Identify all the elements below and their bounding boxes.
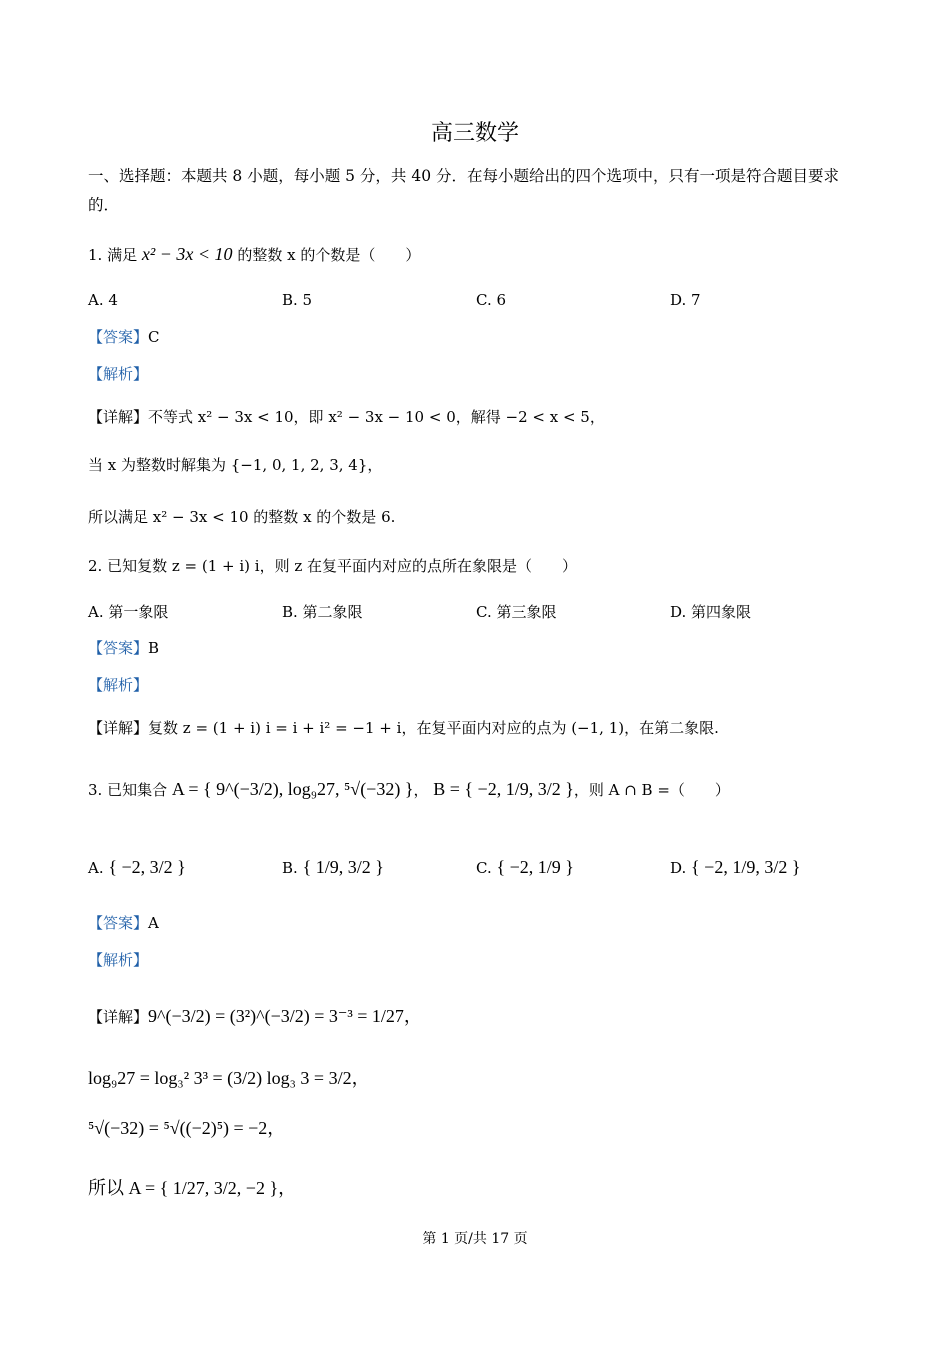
q2-analysis-label: 【解析】 bbox=[88, 676, 149, 694]
q2-option-c: C. 第三象限 bbox=[476, 603, 557, 621]
q1-analysis-label: 【解析】 bbox=[88, 365, 149, 383]
q1-option-b: B. 5 bbox=[282, 291, 313, 309]
question-3: 3. 已知集合 A = { 9^(−3/2), log₉27, ⁵√(−32) }， B = { −2, 1/9, 3/2 }，则 A ∩ B =（ ） bbox=[88, 779, 730, 799]
q3-detail-1: 【详解】9^(−3/2) = (3²)^(−3/2) = 3⁻³ = 1/27， bbox=[88, 1006, 422, 1026]
q2-answer-line: 【答案】B bbox=[88, 639, 160, 657]
q2-option-a: A. 第一象限 bbox=[88, 603, 169, 621]
page-title: 高三数学 bbox=[430, 121, 519, 146]
page-footer: 第 1 页/共 17 页 bbox=[422, 1231, 528, 1247]
q1-answer: C bbox=[148, 328, 160, 346]
q1-answer-line bbox=[88, 327, 160, 347]
q1-option-d: D. 7 bbox=[670, 291, 701, 309]
q2-detail: 【详解】复数 z = (1 + i) i = i + i² = −1 + i，在复平面内对应的点为 (−1, 1)，在第二象限. bbox=[88, 719, 719, 737]
q2-answer: B bbox=[148, 639, 160, 657]
q3-detail-2: log₉27 = log₃² 3³ = (3/2) log₃ 3 = 3/2， bbox=[88, 1068, 370, 1088]
q2-option-b: B. 第二象限 bbox=[282, 603, 363, 621]
q1-option-a: A. 4 bbox=[88, 291, 118, 309]
q3-detail-4: 所以 A = { 1/27, 3/2, −2 }， bbox=[88, 1178, 297, 1198]
q1-detail-2: 当 x 为整数时解集为 {−1, 0, 1, 2, 3, 4}， bbox=[88, 456, 383, 474]
q2-option-d: D. 第四象限 bbox=[670, 603, 752, 621]
q3-answer-line: 【答案】A bbox=[88, 914, 159, 932]
answer-label: 【答案】 bbox=[88, 328, 149, 346]
set-a: A = { 9^(−3/2), log₉27, ⁵√(−32) } bbox=[171, 779, 414, 799]
q1-inequality: x² − 3x < 10 bbox=[141, 244, 233, 264]
q3-detail-3: ⁵√(−32) = ⁵√((−2)⁵) = −2， bbox=[88, 1118, 286, 1138]
q3-answer: A bbox=[148, 914, 159, 932]
q1-option-c: C. 6 bbox=[476, 291, 507, 309]
q3-option-b: B. { 1/9, 3/2 } bbox=[282, 857, 384, 877]
question-1: 1. 满足 x² − 3x < 10 的整数 x 的个数是（ ） bbox=[88, 244, 421, 264]
q3-option-a: A. { −2, 3/2 } bbox=[88, 857, 186, 877]
q3-option-c: C. { −2, 1/9 } bbox=[476, 857, 574, 877]
q3-analysis-label: 【解析】 bbox=[88, 951, 149, 969]
q3-option-d: D. { −2, 1/9, 3/2 } bbox=[670, 857, 801, 877]
section-intro: 一、选择题：本题共 8 小题，每小题 5 分，共 40 分．在每小题给出的四个选项中，只有一项是符合题目要求的． bbox=[88, 167, 840, 214]
q1-detail-1: 【详解】不等式 x² − 3x < 10，即 x² − 3x − 10 < 0，解得 −2 < x < 5， bbox=[88, 408, 605, 426]
set-b: B = { −2, 1/9, 3/2 } bbox=[433, 779, 574, 799]
question-2: 2. 已知复数 z = (1 + i) i，则 z 在复平面内对应的点所在象限是（ ） bbox=[88, 557, 578, 575]
q1-detail-3: 所以满足 x² − 3x < 10 的整数 x 的个数是 6. bbox=[88, 508, 396, 526]
